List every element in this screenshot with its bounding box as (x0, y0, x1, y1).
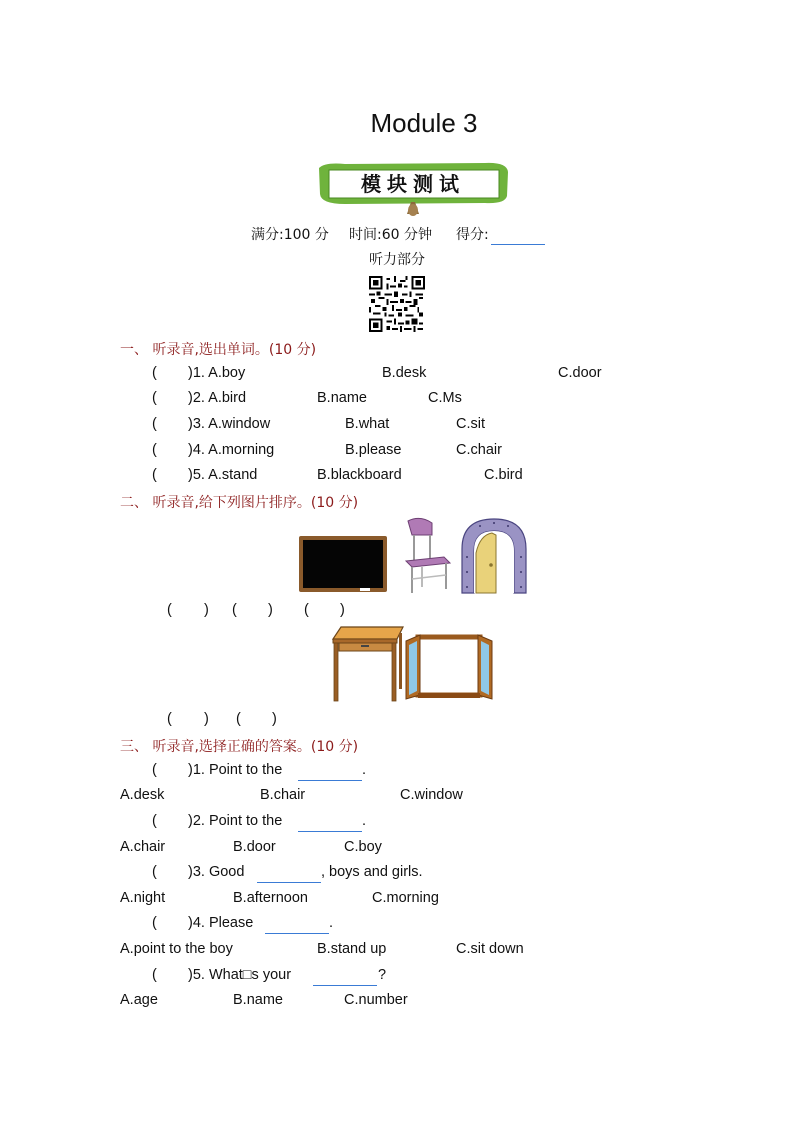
option-b: B.chair (260, 787, 306, 803)
item-question: )1. A.boy (188, 365, 246, 381)
question-tail: . (329, 915, 334, 931)
option-c: C.sit down (456, 941, 524, 957)
answer-paren-open[interactable]: ( (152, 442, 157, 458)
page-title: Module 3 (370, 108, 478, 138)
option-c: C.door (558, 365, 602, 381)
score-blank[interactable] (491, 228, 545, 245)
question-text: )1. Point to the (188, 762, 283, 778)
order-paren-open[interactable]: ( (167, 711, 172, 727)
option-c: C.chair (456, 442, 502, 458)
option-b: B.stand up (317, 941, 387, 957)
answer-blank[interactable] (265, 918, 329, 934)
banner-title: 模块测试 (361, 172, 465, 196)
answer-paren-open[interactable]: ( (152, 467, 157, 483)
answer-paren-open[interactable]: ( (152, 915, 157, 931)
option-c: C.number (344, 992, 408, 1008)
option-a: A.age (120, 992, 158, 1008)
item-question: )5. A.stand (188, 467, 258, 483)
option-a: A.chair (120, 839, 166, 855)
option-b: B.afternoon (233, 890, 308, 906)
question-tail: ? (378, 967, 387, 983)
score-label: 得分: (456, 227, 489, 243)
option-b: B.please (345, 442, 402, 458)
qr-code-icon[interactable] (369, 276, 425, 332)
order-paren-open[interactable]: ( (167, 602, 172, 618)
order-paren-close: ) (340, 602, 345, 618)
option-b: B.name (317, 390, 367, 406)
option-c: C.boy (344, 839, 382, 855)
order-paren-close: ) (268, 602, 273, 618)
order-paren-open[interactable]: ( (232, 602, 237, 618)
door-image (460, 517, 528, 595)
option-b: B.door (233, 839, 276, 855)
option-b: B.blackboard (317, 467, 402, 483)
section1-heading: 一、 听录音,选出单词。(10 分) (120, 342, 317, 358)
option-b: B.name (233, 992, 283, 1008)
question-tail: , boys and girls. (321, 864, 423, 880)
answer-paren-open[interactable]: ( (152, 390, 157, 406)
answer-paren-open[interactable]: ( (152, 967, 157, 983)
option-a: A.night (120, 890, 166, 906)
listening-part-label: 听力部分 (369, 252, 425, 268)
answer-paren-open[interactable]: ( (152, 864, 157, 880)
order-paren-close: ) (204, 602, 209, 618)
item-question: )2. A.bird (188, 390, 247, 406)
order-paren-open[interactable]: ( (236, 711, 241, 727)
chair-image (402, 517, 454, 595)
answer-paren-open[interactable]: ( (152, 416, 157, 432)
answer-paren-open[interactable]: ( (152, 813, 157, 829)
time-limit: 时间:60 分钟 (349, 227, 432, 243)
answer-blank[interactable] (313, 970, 377, 986)
option-c: C.sit (456, 416, 485, 432)
order-paren-close: ) (272, 711, 277, 727)
question-text: )4. Please (188, 915, 254, 931)
option-c: C.bird (484, 467, 523, 483)
option-b: B.desk (382, 365, 427, 381)
item-question: )4. A.morning (188, 442, 275, 458)
section2-heading: 二、 听录音,给下列图片排序。(10 分) (120, 495, 359, 511)
option-c: C.morning (372, 890, 439, 906)
option-a: A.point to the boy (120, 941, 233, 957)
answer-paren-open[interactable]: ( (152, 762, 157, 778)
answer-blank[interactable] (257, 867, 321, 883)
answer-paren-open[interactable]: ( (152, 365, 157, 381)
order-paren-open[interactable]: ( (304, 602, 309, 618)
order-paren-close: ) (204, 711, 209, 727)
question-tail: . (362, 813, 367, 829)
answer-blank[interactable] (298, 816, 362, 832)
question-text: )2. Point to the (188, 813, 283, 829)
option-a: A.desk (120, 787, 165, 803)
section3-heading: 三、 听录音,选择正确的答案。(10 分) (120, 739, 359, 755)
option-b: B.what (345, 416, 390, 432)
question-text: )5. What□s your (188, 967, 292, 983)
question-text: )3. Good (188, 864, 245, 880)
option-c: C.Ms (428, 390, 462, 406)
answer-blank[interactable] (298, 765, 362, 781)
desk-image (331, 625, 405, 703)
item-question: )3. A.window (188, 416, 271, 432)
window-image (404, 633, 494, 701)
option-c: C.window (400, 787, 463, 803)
blackboard-image (298, 535, 388, 595)
question-tail: . (362, 762, 367, 778)
full-score: 满分:100 分 (251, 227, 329, 243)
